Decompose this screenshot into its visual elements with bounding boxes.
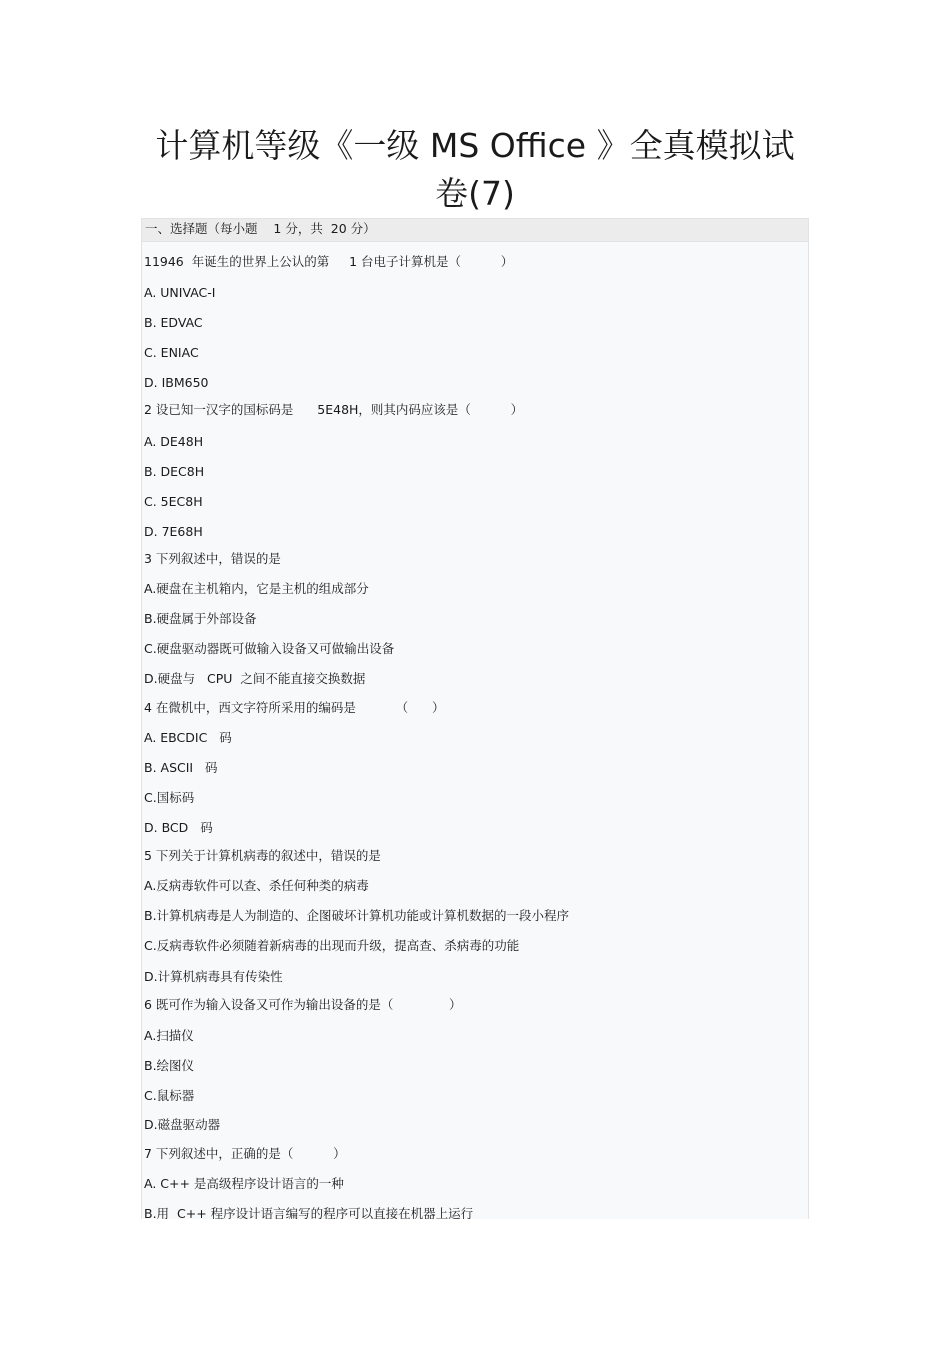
question-3-option-b: B.硬盘属于外部设备 [144, 611, 257, 626]
question-6: 6 既可作为输入设备又可作为输出设备的是（ ） [144, 997, 462, 1012]
question-4-option-d: D. BCD 码 [144, 820, 213, 835]
question-5-option-c: C.反病毒软件必须随着新病毒的出现而升级，提高查、杀病毒的功能 [144, 938, 520, 953]
question-4: 4 在微机中，西文字符所采用的编码是 （ ） [144, 700, 445, 715]
question-7-option-b: B.用 C++ 程序设计语言编写的程序可以直接在机器上运行 [144, 1206, 474, 1219]
question-4-option-b: B. ASCII 码 [144, 760, 218, 775]
question-6-option-d: D.磁盘驱动器 [144, 1117, 221, 1132]
question-3-option-d: D.硬盘与 CPU 之间不能直接交换数据 [144, 671, 366, 686]
question-3-option-a: A.硬盘在主机箱内，它是主机的组成部分 [144, 581, 369, 596]
question-6-option-c: C.鼠标器 [144, 1088, 195, 1103]
question-1: 11946 年诞生的世界上公认的第 1 台电子计算机是（ ） [144, 254, 514, 269]
question-1-option-a: A. UNIVAC-I [144, 285, 216, 300]
question-2-option-c: C. 5EC8H [144, 494, 203, 509]
question-2-option-a: A. DE48H [144, 434, 204, 449]
question-5: 5 下列关于计算机病毒的叙述中，错误的是 [144, 848, 381, 863]
question-1-option-b: B. EDVAC [144, 315, 203, 330]
question-sheet [141, 218, 809, 1219]
question-6-option-b: B.绘图仪 [144, 1058, 195, 1073]
question-5-option-d: D.计算机病毒具有传染性 [144, 969, 283, 984]
question-3: 3 下列叙述中，错误的是 [144, 551, 281, 566]
question-3-option-c: C.硬盘驱动器既可做输入设备又可做输出设备 [144, 641, 395, 656]
question-2-option-d: D. 7E68H [144, 524, 203, 539]
question-6-option-a: A.扫描仪 [144, 1028, 194, 1043]
question-4-option-c: C.国标码 [144, 790, 195, 805]
question-7-option-a: A. C++ 是高级程序设计语言的一种 [144, 1176, 344, 1191]
question-4-option-a: A. EBCDIC 码 [144, 730, 232, 745]
question-5-option-a: A.反病毒软件可以查、杀任何种类的病毒 [144, 878, 369, 893]
question-1-option-d: D. IBM650 [144, 375, 209, 390]
question-5-option-b: B.计算机病毒是人为制造的、企图破坏计算机功能或计算机数据的一段小程序 [144, 908, 570, 923]
document-title-line-1: 计算机等级《一级 MS Office 》全真模拟试 [155, 126, 795, 165]
section-heading: 一、选择题（每小题 1 分，共 20 分） [142, 219, 808, 242]
document-title-line-2: 卷(7) [435, 174, 515, 213]
question-1-option-c: C. ENIAC [144, 345, 199, 360]
question-2: 2 设已知一汉字的国标码是 5E48H，则其内码应该是（ ） [144, 402, 524, 417]
question-7: 7 下列叙述中，正确的是（ ） [144, 1146, 346, 1161]
question-2-option-b: B. DEC8H [144, 464, 205, 479]
